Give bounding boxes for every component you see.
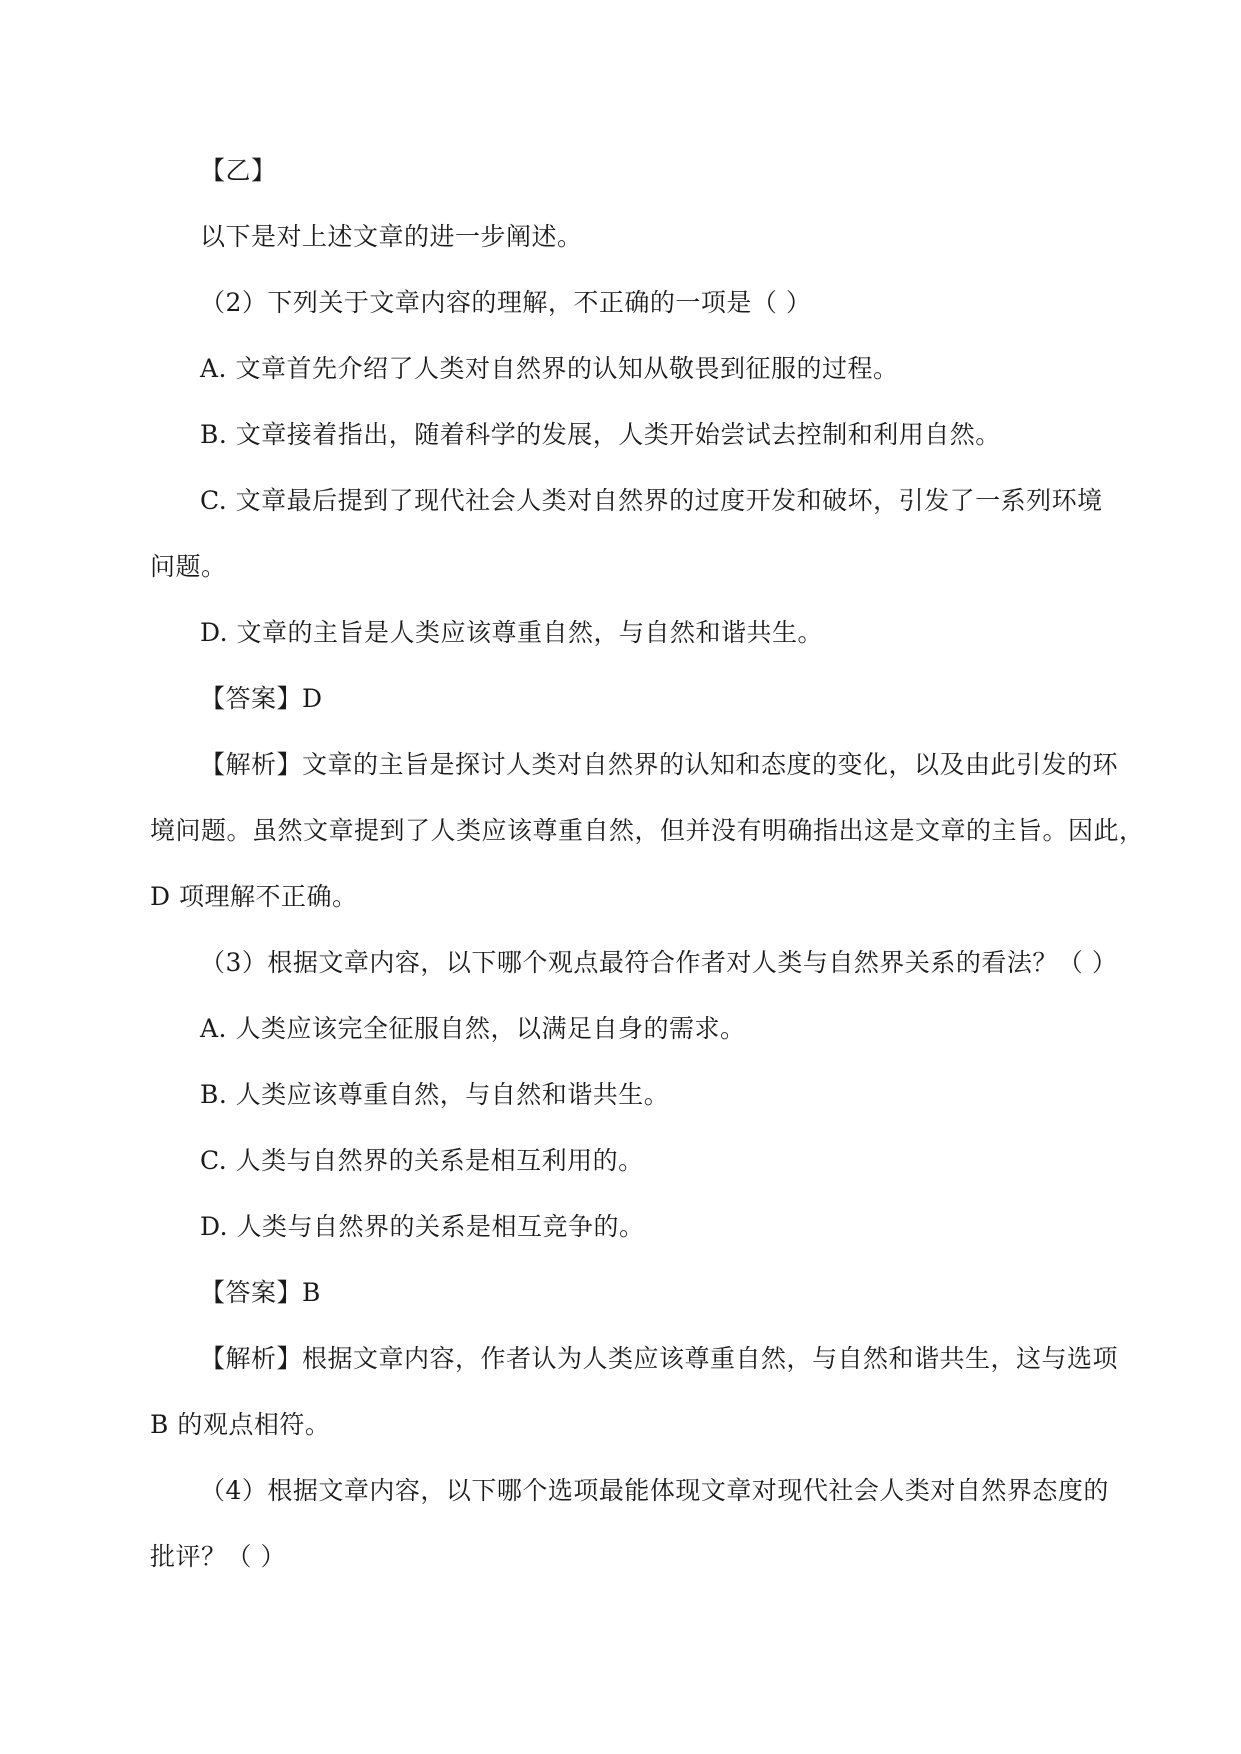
section-label: 【乙】 (200, 156, 277, 185)
question-2-analysis-line-1: 【解析】文章的主旨是探讨人类对自然界的认知和态度的变化，以及由此引发的环 (200, 750, 1119, 779)
question-3-stem: （3）根据文章内容，以下哪个观点最符合作者对人类与自然界关系的看法？（ ） (200, 948, 1118, 977)
question-3-option-a: A. 人类应该完全征服自然，以满足自身的需求。 (200, 1014, 746, 1043)
question-3-option-b: B. 人类应该尊重自然，与自然和谐共生。 (200, 1080, 670, 1109)
question-2-analysis-line-2: 境问题。虽然文章提到了人类应该尊重自然，但并没有明确指出这是文章的主旨。因此， (150, 816, 1145, 845)
question-2-answer: 【答案】D (200, 684, 323, 713)
intro-text: 以下是对上述文章的进一步阐述。 (200, 222, 583, 251)
question-3-option-c: C. 人类与自然界的关系是相互利用的。 (200, 1146, 644, 1175)
question-2-option-a: A. 文章首先介绍了人类对自然界的认知从敬畏到征服的过程。 (200, 354, 899, 383)
question-2-option-c: C. 文章最后提到了现代社会人类对自然界的过度开发和破坏，引发了一系列环境 (200, 486, 1103, 515)
question-2-analysis-line-3: D 项理解不正确。 (150, 882, 358, 911)
question-2-stem: （2）下列关于文章内容的理解，不正确的一项是（ ） (200, 288, 812, 317)
question-3-answer: 【答案】B (200, 1278, 321, 1307)
document-body (150, 138, 1145, 1590)
question-2-option-d: D. 文章的主旨是人类应该尊重自然，与自然和谐共生。 (200, 618, 824, 647)
question-3-option-d: D. 人类与自然界的关系是相互竞争的。 (200, 1212, 645, 1241)
question-3-analysis-line-2: B 的观点相符。 (150, 1410, 331, 1439)
question-2-option-b: B. 文章接着指出，随着科学的发展，人类开始尝试去控制和利用自然。 (200, 420, 1001, 449)
question-4-stem-line-2: 批评？（ ） (150, 1542, 286, 1571)
question-2-option-c-continued: 问题。 (150, 552, 227, 581)
question-3-analysis-line-1: 【解析】根据文章内容，作者认为人类应该尊重自然，与自然和谐共生，这与选项 (200, 1344, 1119, 1373)
question-4-stem-line-1: （4）根据文章内容，以下哪个选项最能体现文章对现代社会人类对自然界态度的 (200, 1476, 1109, 1505)
